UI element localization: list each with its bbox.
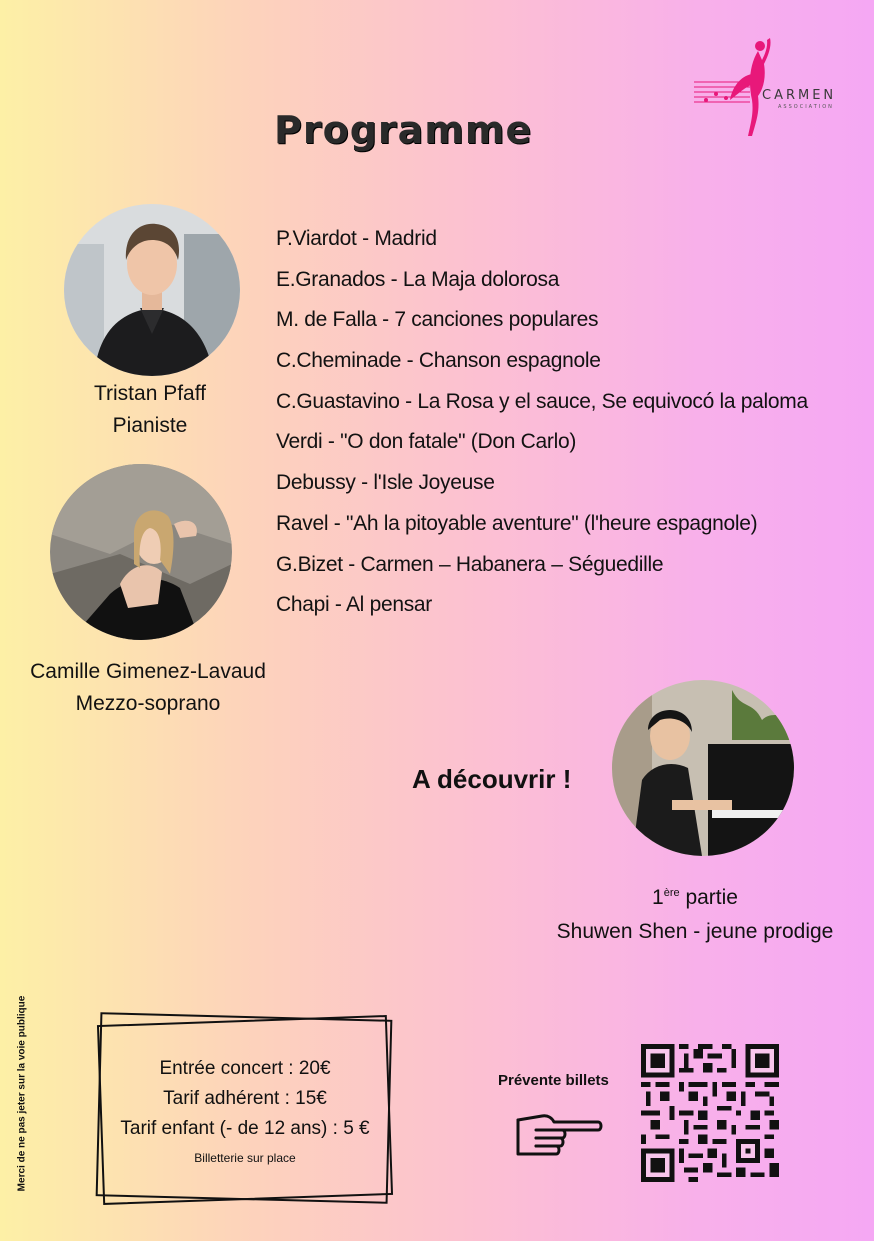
qr-code-icon[interactable] [640,1044,780,1182]
program-item: Verdi - "O don fatale" (Don Carlo) [276,430,577,454]
side-note: Merci de ne pas jeter sur la voie publique [16,995,28,1192]
dancer-logo-icon [692,34,772,144]
program-item: P.Viardot - Madrid [276,227,437,250]
pianist-photo [64,204,240,376]
program-item: Chapi - Al pensar [276,593,432,617]
program-item: G.Bizet - Carmen – Habanera – Séguedille [276,552,664,576]
ticket-text [96,1054,394,1168]
program-item: Debussy - l'Isle Joyeuse [276,471,495,495]
page-title: Programme [274,108,533,152]
pianist-role: Pianiste [112,414,188,437]
discover-heading: A découvrir ! [412,764,572,794]
ticket-price-box [96,1006,394,1204]
carmen-logo [692,34,852,144]
ticket-office-note: Billetterie sur place [194,1151,296,1165]
part-suffix: ère [663,887,680,899]
program-item: E.Granados - La Maja dolorosa [276,267,560,291]
first-part-label [520,876,870,915]
singer-name: Camille Gimenez-Lavaud [30,660,266,683]
prodigy-name: Shuwen Shen - jeune prodige [556,920,834,943]
singer-role: Mezzo-soprano [75,692,221,715]
program-list [276,222,808,629]
price-child: Tarif enfant (- de 12 ans) : 5 € [120,1118,370,1139]
price-regular: Entrée concert : 20€ [159,1058,331,1079]
part-word: partie [685,886,738,909]
program-item: C.Cheminade - Chanson espagnole [276,349,601,373]
presale-label: Prévente billets [498,1072,609,1089]
pianist-caption [60,378,240,442]
logo-name: CARMEN [762,88,837,103]
logo-subtitle: ASSOCIATION [778,104,834,110]
pianist-name: Tristan Pfaff [93,382,207,405]
prodigy-photo [612,680,794,856]
program-item: M. de Falla - 7 canciones populares [276,308,599,332]
part-number: 1 [652,886,664,909]
prodigy-caption [520,876,870,949]
singer-caption [20,656,276,720]
price-member: Tarif adhérent : 15€ [163,1088,327,1109]
singer-photo [50,464,232,640]
program-item: C.Guastavino - La Rosa y el sauce, Se equivocó la paloma [276,389,808,413]
program-item: Ravel - "Ah la pitoyable aventure" (l'heure espagnole) [276,511,758,535]
pointing-hand-icon [512,1108,604,1164]
